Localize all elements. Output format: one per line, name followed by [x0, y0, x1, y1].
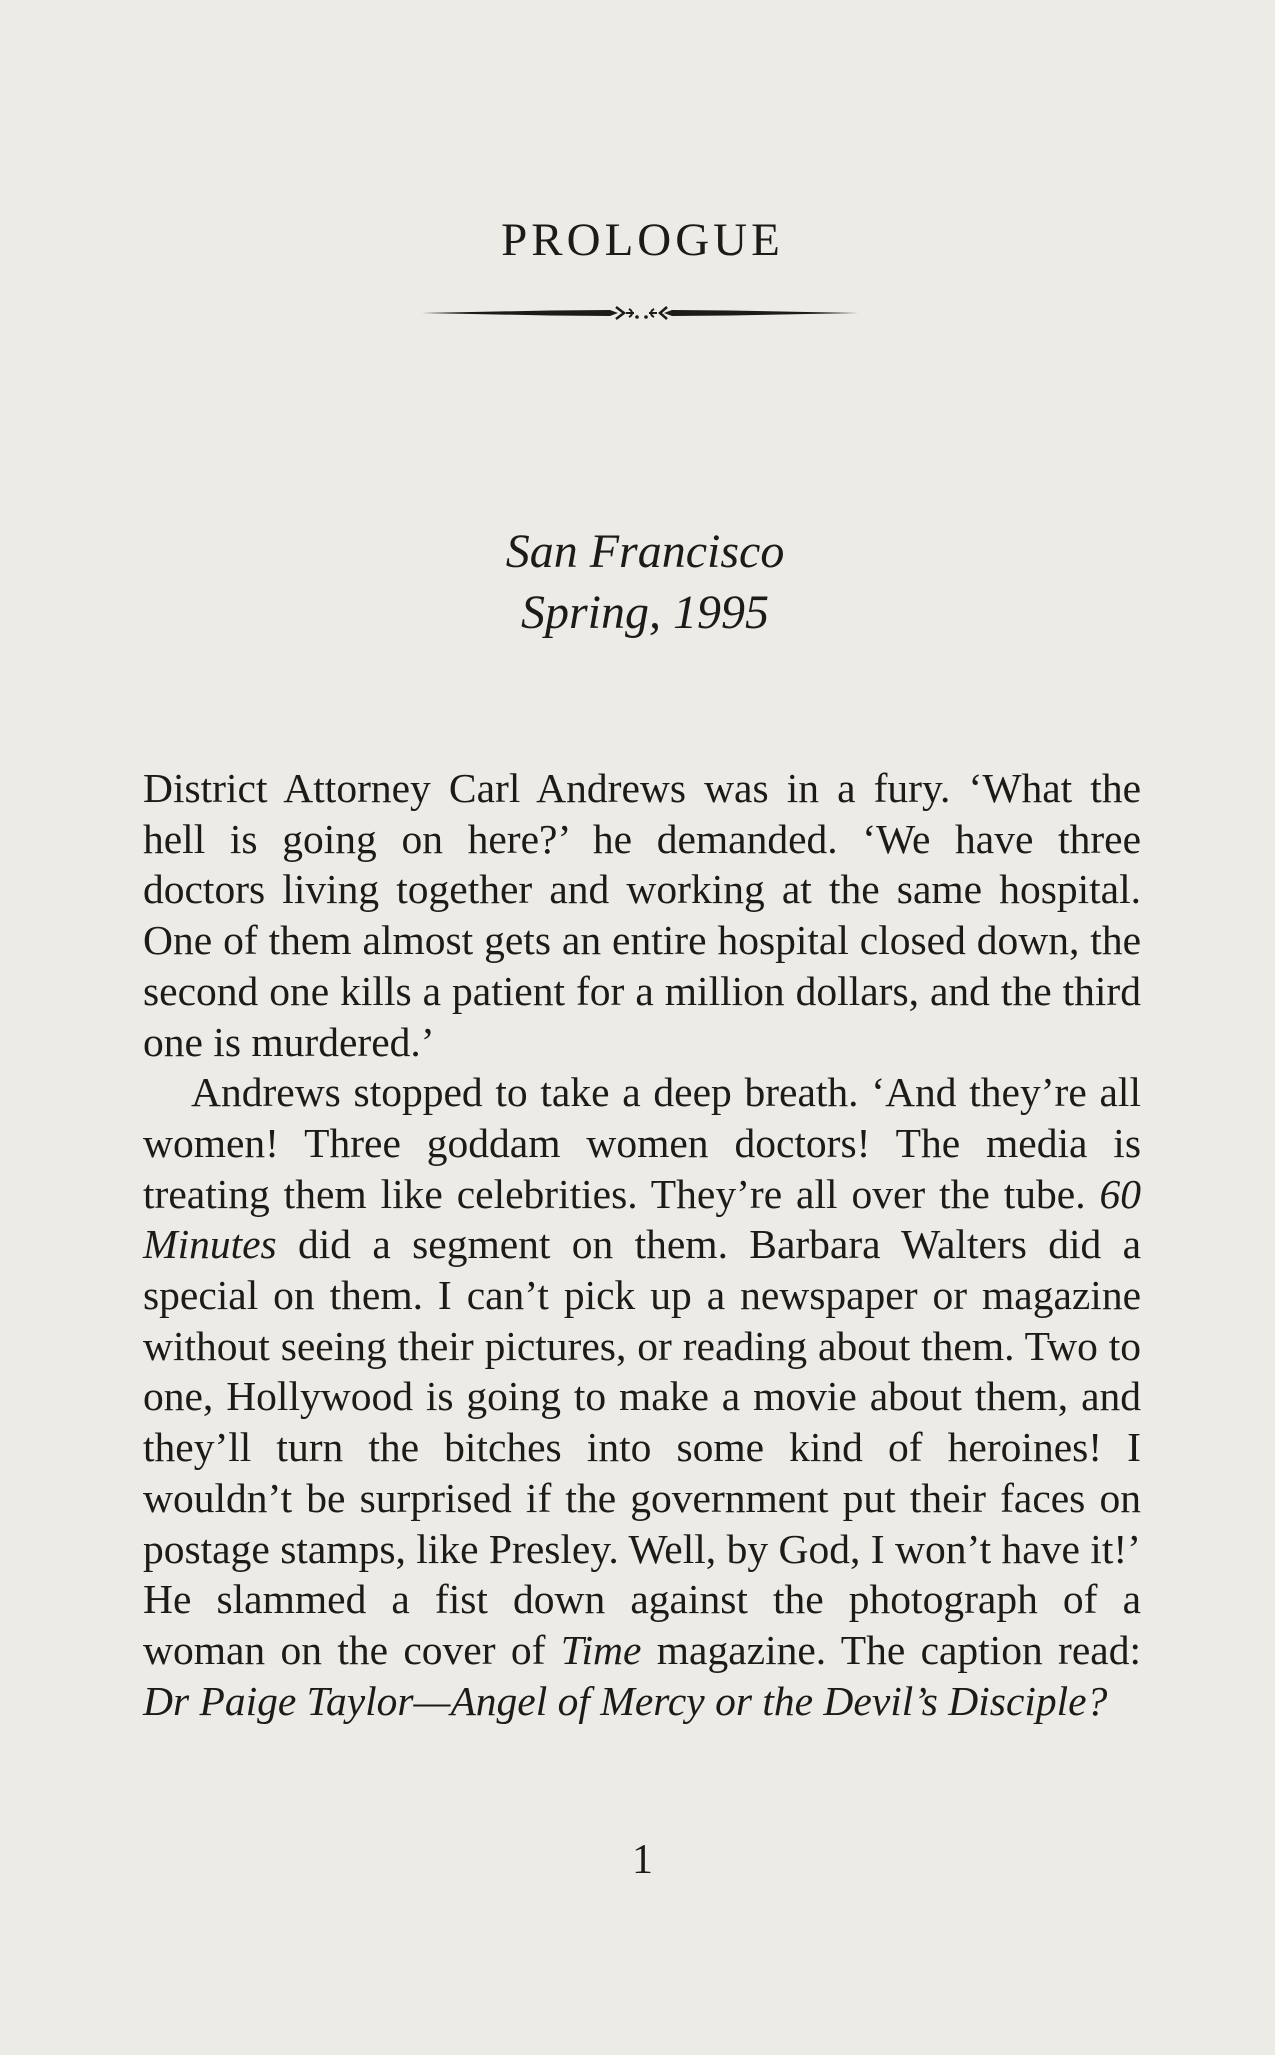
chapter-title: PROLOGUE	[501, 214, 784, 266]
dateline-date: Spring, 1995	[520, 586, 769, 639]
prologue-body	[143, 763, 1141, 1726]
dateline-place: San Francisco	[505, 525, 785, 578]
page-number: 1	[632, 1837, 653, 1883]
paragraph-2	[143, 1067, 1141, 1726]
paragraph-2-text-c: magazine. The caption read:	[641, 1626, 1141, 1673]
magazine-caption: Dr Paige Taylor—Angel of Mercy or the Devil’s Disciple?	[143, 1677, 1108, 1724]
ornament-divider-icon	[420, 298, 860, 328]
paragraph-1: District Attorney Carl Andrews was in a fury. ‘What the hell is going on here?’ he demanded. ‘We have three doctors living together and working at the same hospital. One of them almost gets an entire hospital closed down, the second one kills a patient for a million dollars, and the third one is murdered.’	[143, 765, 1141, 1065]
paragraph-2-text-a: Andrews stopped to take a deep breath. ‘And they’re all women! Three goddam women doctors! The media is treating them like celebrities. They’re all over the tube.	[143, 1069, 1141, 1217]
magazine-title: Time	[560, 1626, 642, 1673]
paragraph-2-text-b: did a segment on them. Barbara Walters did a special on them. I can’t pick up a newspaper or magazine without seeing their pictures, or reading about them. Two to one, Hollywood is going to make a movie about them, and they’ll turn the bitches into some kind of heroines! I wouldn’t be surprised if the government put their faces on postage stamps, like Presley. Well, by God, I won’t have it!’ He slammed a fist down against the photograph of a woman on the cover of	[143, 1221, 1141, 1673]
tv-show-title: 60 Minutes	[143, 1170, 1141, 1268]
